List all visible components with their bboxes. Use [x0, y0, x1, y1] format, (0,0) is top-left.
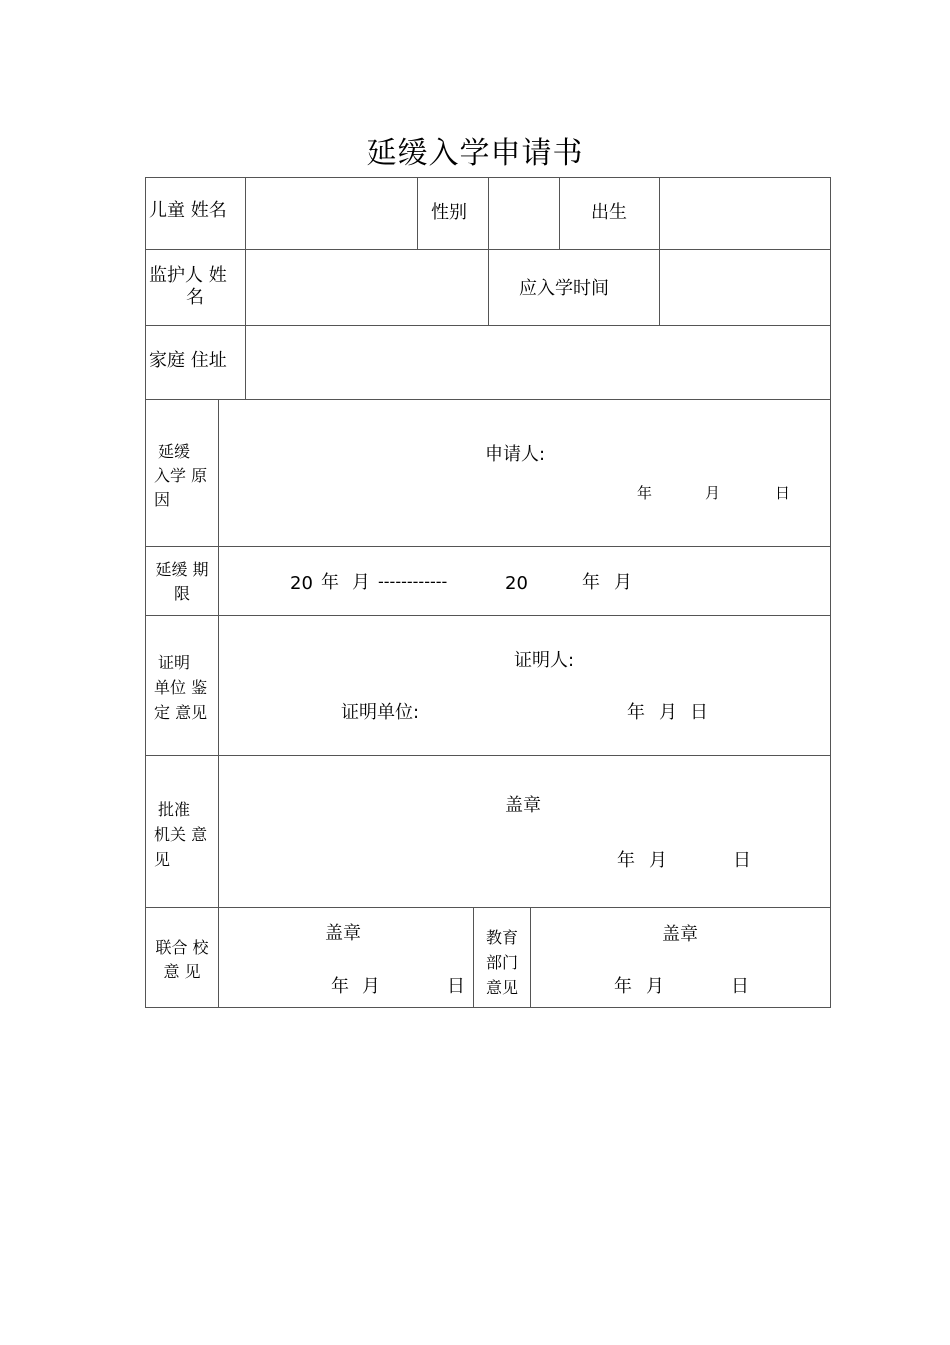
- approval-stamp: 盖章: [505, 795, 541, 816]
- enroll-time-value[interactable]: [664, 254, 824, 320]
- table-border-right: [830, 177, 831, 1008]
- approval-date-month: 月: [649, 850, 667, 871]
- reason-date-day: 日: [775, 484, 791, 502]
- edu-date-year: 年: [614, 976, 632, 997]
- address-label: 家庭 住址: [149, 350, 227, 371]
- edu-label: [486, 925, 518, 1000]
- row-divider-5: [145, 615, 831, 616]
- proof-label-line1: 证明: [158, 653, 191, 672]
- reason-date-month: 月: [705, 484, 721, 502]
- school-label-line1: 联合 校: [155, 938, 209, 957]
- period-label-line1: 延缓 期: [155, 560, 209, 579]
- period-from-year: 20: [290, 573, 313, 594]
- reason-label-line1: 延缓: [158, 442, 191, 461]
- table-border-bottom: [145, 1007, 831, 1008]
- col-divider-birth-left: [559, 177, 560, 250]
- period-dash: ------------: [378, 572, 448, 591]
- row-divider-3: [145, 399, 831, 400]
- proof-unit-label: 证明单位:: [341, 702, 420, 723]
- proof-label-line3: 定 意见: [154, 703, 208, 722]
- school-label-line2: 意 见: [163, 962, 201, 981]
- approval-label: [154, 797, 207, 872]
- period-label-line2: 限: [173, 584, 190, 603]
- proof-label: [154, 650, 207, 725]
- proof-date-day: 日: [690, 702, 708, 723]
- period-from-yue: 月: [352, 572, 370, 593]
- school-date-month: 月: [362, 976, 380, 997]
- birth-value[interactable]: [664, 182, 824, 244]
- row-divider-4: [145, 546, 831, 547]
- reason-label: [154, 440, 207, 512]
- enroll-time-label: 应入学时间: [519, 278, 609, 299]
- col-divider-lower-label: [218, 399, 219, 1008]
- child-name-value[interactable]: [250, 182, 412, 244]
- proof-person-label: 证明人:: [514, 650, 575, 671]
- approval-label-line1: 批准: [158, 800, 191, 819]
- edu-label-line3: 意见: [486, 978, 519, 997]
- page-title: 延缓入学申请书: [366, 136, 584, 171]
- period-to-yue: 月: [614, 572, 632, 593]
- gender-value[interactable]: [492, 182, 554, 244]
- proof-date-month: 月: [659, 702, 677, 723]
- col-divider-gender-right: [488, 177, 489, 326]
- school-date-day: 日: [447, 976, 465, 997]
- edu-date-month: 月: [646, 976, 664, 997]
- birth-label: 出生: [591, 202, 627, 223]
- proof-date-year: 年: [627, 702, 645, 723]
- row-divider-6: [145, 755, 831, 756]
- approval-label-line3: 见: [154, 850, 171, 869]
- guardian-name-value[interactable]: [250, 254, 482, 320]
- col-divider-birth-right: [659, 177, 660, 326]
- proof-label-line2: 单位 鉴: [154, 678, 208, 697]
- child-name-label: 儿童 姓名: [149, 200, 227, 221]
- period-to-nian: 年: [582, 572, 600, 593]
- applicant-label: 申请人:: [485, 444, 546, 465]
- reason-label-line2: 入学 原: [154, 466, 208, 485]
- guardian-name-label-line1: 监护人 姓: [149, 265, 227, 286]
- edu-label-line1: 教育: [486, 928, 519, 947]
- school-stamp: 盖章: [325, 923, 361, 944]
- col-divider-label: [245, 177, 246, 400]
- row-divider-7: [145, 907, 831, 908]
- reason-label-line3: 因: [154, 490, 171, 509]
- col-divider-gender-left: [417, 177, 418, 250]
- edu-date-day: 日: [731, 976, 749, 997]
- address-value[interactable]: [250, 330, 824, 394]
- period-label: [147, 558, 217, 606]
- table-border-left: [145, 177, 146, 1008]
- approval-label-line2: 机关 意: [154, 825, 208, 844]
- school-date-year: 年: [331, 976, 349, 997]
- period-from-nian: 年: [321, 572, 339, 593]
- reason-date-year: 年: [637, 484, 653, 502]
- guardian-name-label-line2: 名: [186, 287, 204, 308]
- gender-label: 性别: [431, 202, 467, 223]
- col-divider-edu-left: [473, 907, 474, 1008]
- approval-date-year: 年: [617, 850, 635, 871]
- col-divider-edu-right: [530, 907, 531, 1008]
- edu-label-line2: 部门: [486, 953, 519, 972]
- period-to-year: 20: [505, 573, 528, 594]
- edu-stamp: 盖章: [662, 924, 698, 945]
- school-label: [147, 936, 217, 984]
- approval-date-day: 日: [733, 850, 751, 871]
